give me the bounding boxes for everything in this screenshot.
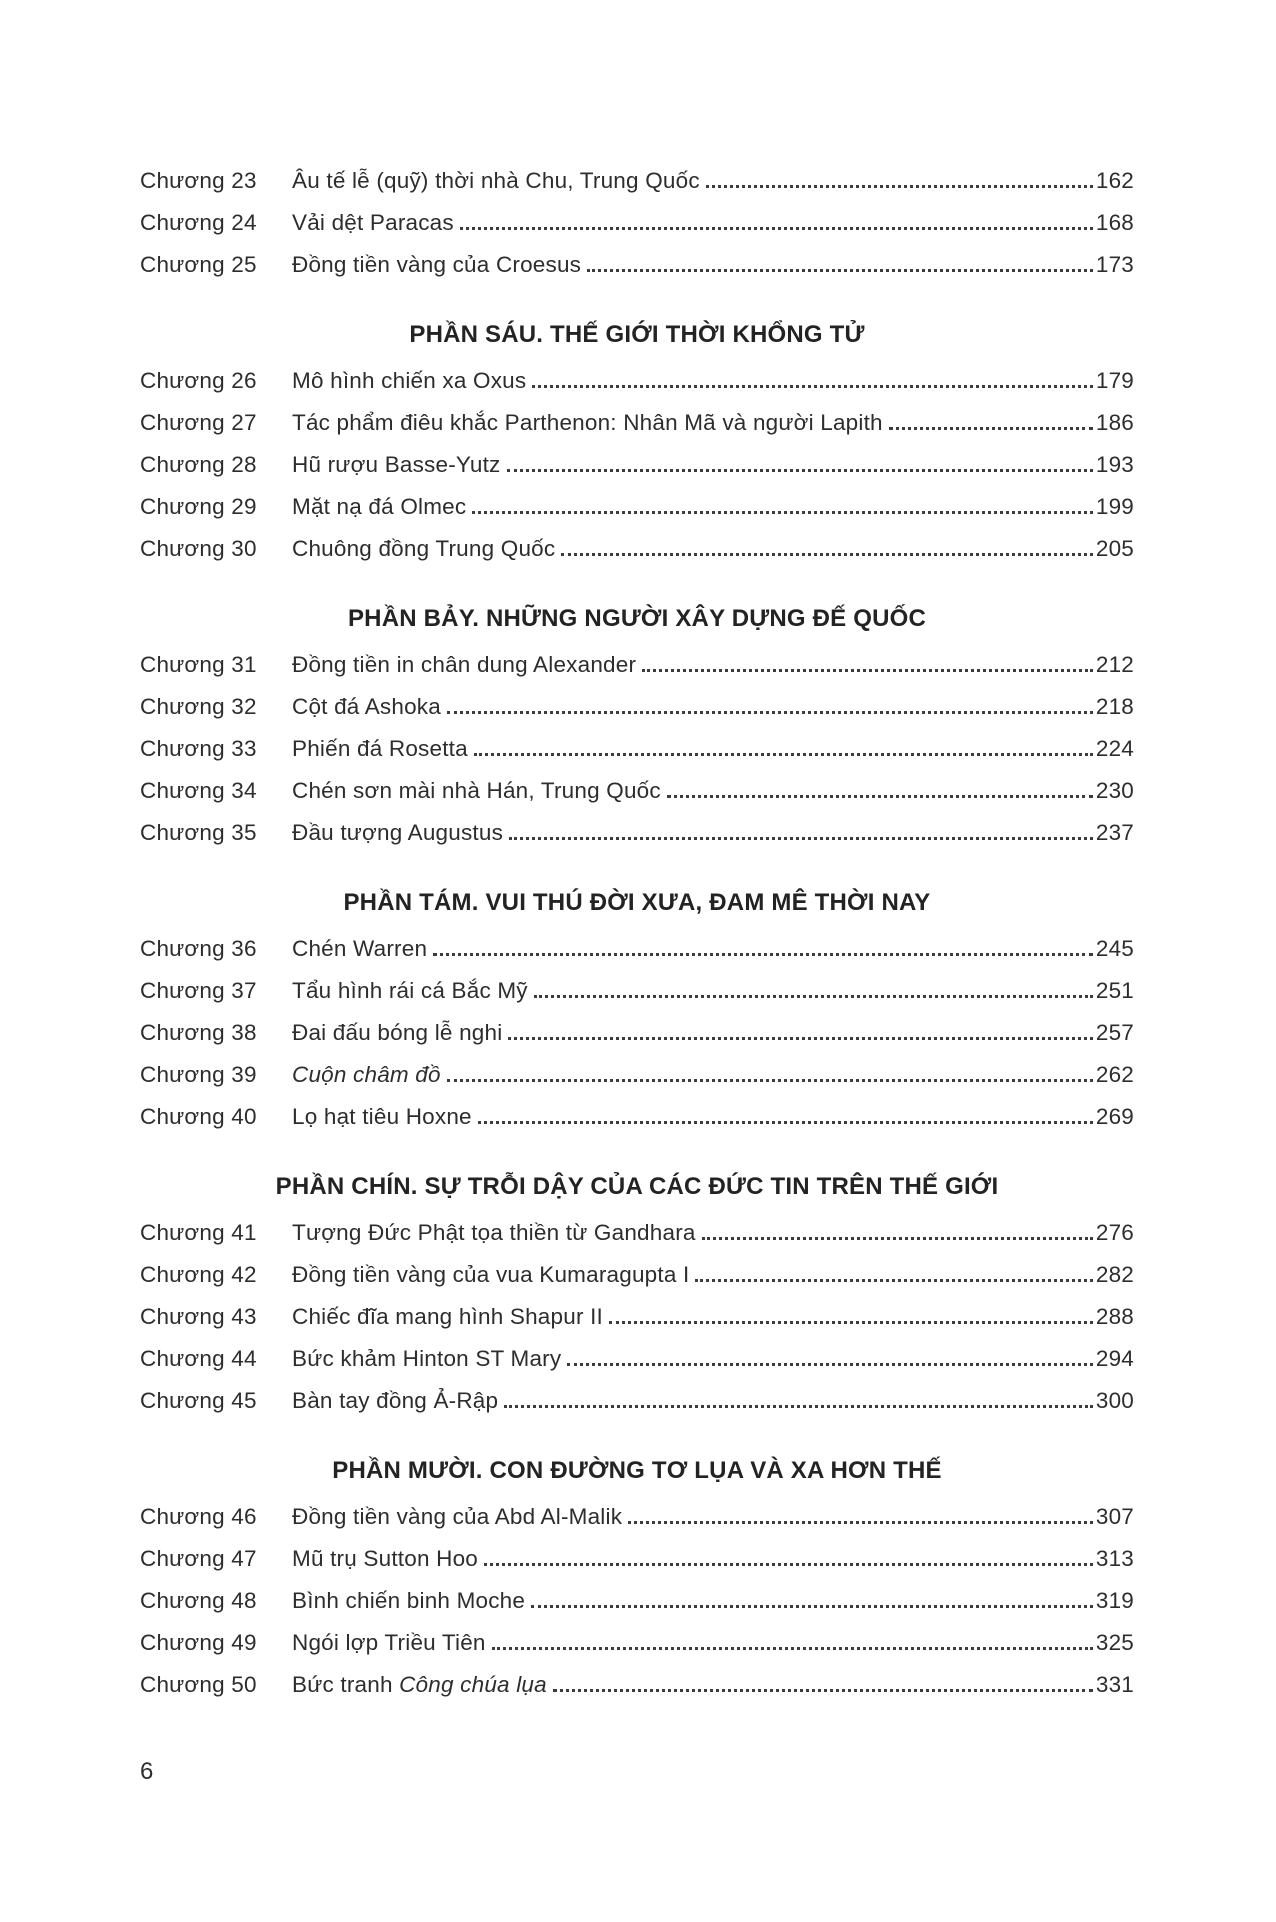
toc-row <box>140 368 1134 410</box>
chapter-title-part: Công chúa lụa <box>399 1672 547 1697</box>
chapter-title-part: Chiếc đĩa mang hình Shapur II <box>292 1304 603 1329</box>
chapter-title <box>292 210 454 236</box>
chapter-title <box>292 410 883 436</box>
chapter-title <box>292 820 503 846</box>
chapter-title <box>292 1504 622 1530</box>
chapter-title <box>292 936 427 962</box>
chapter-label: Chương 43 <box>140 1304 257 1329</box>
chapter-title <box>292 1388 498 1414</box>
chapter-title <box>292 252 581 278</box>
dot-leader <box>667 794 1093 798</box>
chapter-title-part: Vải dệt Paracas <box>292 210 454 235</box>
page-number: 307 <box>1095 1504 1134 1529</box>
chapter-title <box>292 1104 472 1130</box>
chapter-title <box>292 494 466 520</box>
chapter-title-part: Bình chiến binh Moche <box>292 1588 526 1613</box>
toc-row <box>140 936 1134 978</box>
section-header: PHẦN TÁM. VUI THÚ ĐỜI XƯA, ĐAM MÊ THỜI NAY <box>343 889 931 916</box>
page-number: 294 <box>1095 1346 1134 1371</box>
chapter-label: Chương 45 <box>140 1388 257 1413</box>
chapter-title <box>292 652 636 678</box>
chapter-title-part: Bàn tay đồng Ả-Rập <box>292 1388 499 1413</box>
footer-page-number: 6 <box>140 1758 154 1785</box>
page-number: 212 <box>1095 652 1134 677</box>
dot-leader <box>889 426 1093 430</box>
page-number: 331 <box>1095 1672 1134 1697</box>
chapter-title-part: Mặt nạ đá Olmec <box>292 494 467 519</box>
chapter-label: Chương 37 <box>140 978 257 1003</box>
chapter-label: Chương 50 <box>140 1672 257 1697</box>
toc-row <box>140 652 1134 694</box>
toc-row <box>140 1020 1134 1062</box>
chapter-label: Chương 35 <box>140 820 257 845</box>
chapter-title-part: Tẩu hình rái cá Bắc Mỹ <box>292 978 528 1003</box>
page-number: 168 <box>1095 210 1134 235</box>
dot-leader <box>695 1278 1092 1282</box>
dot-leader <box>478 1120 1093 1124</box>
dot-leader <box>609 1320 1093 1324</box>
chapter-title <box>292 778 661 804</box>
chapter-title-part: Cuộn châm đồ <box>292 1062 441 1087</box>
chapter-label: Chương 46 <box>140 1504 257 1529</box>
chapter-title <box>292 978 528 1004</box>
page-number: 319 <box>1095 1588 1134 1613</box>
dot-leader <box>447 1078 1093 1082</box>
dot-leader <box>433 952 1093 956</box>
dot-leader <box>702 1236 1093 1240</box>
chapter-title-part: Ngói lợp Triều Tiên <box>292 1630 486 1655</box>
page-number: 251 <box>1095 978 1134 1003</box>
page-number: 173 <box>1095 252 1134 277</box>
toc-row <box>140 1262 1134 1304</box>
chapter-title <box>292 694 441 720</box>
toc-row <box>140 1672 1134 1714</box>
chapter-label: Chương 42 <box>140 1262 257 1287</box>
dot-leader <box>474 752 1093 756</box>
chapter-title-part: Tượng Đức Phật tọa thiền từ Gandhara <box>292 1220 696 1245</box>
chapter-label: Chương 48 <box>140 1588 257 1613</box>
chapter-label: Chương 47 <box>140 1546 257 1571</box>
chapter-label: Chương 39 <box>140 1062 257 1087</box>
dot-leader <box>492 1646 1093 1650</box>
dot-leader <box>509 836 1093 840</box>
dot-leader <box>706 184 1093 188</box>
chapter-label: Chương 41 <box>140 1220 257 1245</box>
dot-leader <box>460 226 1093 230</box>
section-header: PHẦN CHÍN. SỰ TRỖI DẬY CỦA CÁC ĐỨC TIN TRÊN THẾ GIỚI <box>275 1173 999 1200</box>
chapter-label: Chương 34 <box>140 778 257 803</box>
page-number: 262 <box>1095 1062 1134 1087</box>
page-number: 193 <box>1095 452 1134 477</box>
toc-row <box>140 978 1134 1020</box>
page-number: 205 <box>1095 536 1134 561</box>
toc-row <box>140 694 1134 736</box>
chapter-title <box>292 1262 689 1288</box>
chapter-label: Chương 36 <box>140 936 257 961</box>
chapter-title-part: Đồng tiền vàng của Croesus <box>292 252 582 277</box>
toc-row <box>140 452 1134 494</box>
chapter-label: Chương 38 <box>140 1020 257 1045</box>
toc-row <box>140 1630 1134 1672</box>
toc-row <box>140 210 1134 252</box>
chapter-title-part: Đồng tiền vàng của Abd Al-Malik <box>292 1504 623 1529</box>
chapter-label: Chương 32 <box>140 694 257 719</box>
chapter-title-part: Cột đá Ashoka <box>292 694 441 719</box>
chapter-label: Chương 24 <box>140 210 257 235</box>
page-number: 313 <box>1095 1546 1134 1571</box>
toc-row <box>140 1304 1134 1346</box>
chapter-label: Chương 44 <box>140 1346 257 1371</box>
page-number: 199 <box>1095 494 1134 519</box>
chapter-title <box>292 1346 561 1372</box>
chapter-title <box>292 368 526 394</box>
chapter-title <box>292 1630 486 1656</box>
chapter-label: Chương 30 <box>140 536 257 561</box>
page-number: 237 <box>1095 820 1134 845</box>
dot-leader <box>567 1362 1093 1366</box>
toc-row <box>140 1588 1134 1630</box>
toc-row <box>140 1504 1134 1546</box>
section-header: PHẦN SÁU. THẾ GIỚI THỜI KHỔNG TỬ <box>409 321 865 348</box>
page-number: 162 <box>1095 168 1134 193</box>
chapter-label: Chương 31 <box>140 652 257 677</box>
toc-row <box>140 410 1134 452</box>
toc-row <box>140 1104 1134 1146</box>
toc-row <box>140 1346 1134 1388</box>
page-number: 288 <box>1095 1304 1134 1329</box>
chapter-label: Chương 49 <box>140 1630 257 1655</box>
dot-leader <box>504 1404 1093 1408</box>
chapter-title <box>292 1220 696 1246</box>
chapter-title-part: Mũ trụ Sutton Hoo <box>292 1546 478 1571</box>
dot-leader <box>472 510 1093 514</box>
toc-row <box>140 1220 1134 1262</box>
chapter-title <box>292 736 468 762</box>
chapter-title-part: Đồng tiền vàng của vua Kumaragupta I <box>292 1262 690 1287</box>
dot-leader <box>642 668 1093 672</box>
page-number: 325 <box>1095 1630 1134 1655</box>
page-number: 218 <box>1095 694 1134 719</box>
dot-leader <box>534 994 1093 998</box>
dot-leader <box>553 1688 1093 1692</box>
chapter-title <box>292 1588 525 1614</box>
page-number: 230 <box>1095 778 1134 803</box>
dot-leader <box>628 1520 1093 1524</box>
page-number: 282 <box>1095 1262 1134 1287</box>
section-header: PHẦN MƯỜI. CON ĐƯỜNG TƠ LỤA VÀ XA HƠN THẾ <box>332 1457 942 1484</box>
chapter-title-part: Bức khảm Hinton ST Mary <box>292 1346 562 1371</box>
chapter-title <box>292 1546 478 1572</box>
chapter-label: Chương 28 <box>140 452 257 477</box>
page-number: 179 <box>1095 368 1134 393</box>
chapter-label: Chương 27 <box>140 410 257 435</box>
chapter-title-part: Âu tế lễ (quỹ) thời nhà Chu, Trung Quốc <box>292 168 700 193</box>
chapter-title <box>292 1062 441 1088</box>
toc-row <box>140 494 1134 536</box>
toc-row <box>140 252 1134 294</box>
chapter-title <box>292 536 555 562</box>
chapter-label: Chương 29 <box>140 494 257 519</box>
chapter-title <box>292 1020 502 1046</box>
toc-row <box>140 168 1134 210</box>
dot-leader <box>561 552 1093 556</box>
chapter-title-part: Lọ hạt tiêu Hoxne <box>292 1104 472 1129</box>
chapter-title <box>292 168 700 194</box>
dot-leader <box>447 710 1093 714</box>
dot-leader <box>507 468 1093 472</box>
toc-row <box>140 1062 1134 1104</box>
page-number: 257 <box>1095 1020 1134 1045</box>
chapter-title-part: Mô hình chiến xa Oxus <box>292 368 527 393</box>
chapter-title-part: Bức tranh <box>292 1672 400 1697</box>
chapter-title <box>292 452 501 478</box>
chapter-title-part: Tác phẩm điêu khắc Parthenon: Nhân Mã và người Lapith <box>292 410 883 435</box>
page-number: 245 <box>1095 936 1134 961</box>
dot-leader <box>587 268 1093 272</box>
chapter-label: Chương 33 <box>140 736 257 761</box>
chapter-label: Chương 25 <box>140 252 257 277</box>
toc-row <box>140 536 1134 578</box>
chapter-title-part: Chén Warren <box>292 936 428 961</box>
chapter-title-part: Đai đấu bóng lễ nghi <box>292 1020 503 1045</box>
chapter-label: Chương 23 <box>140 168 257 193</box>
toc-row <box>140 778 1134 820</box>
page-number: 224 <box>1095 736 1134 761</box>
page-number: 276 <box>1095 1220 1134 1245</box>
page-number: 186 <box>1095 410 1134 435</box>
chapter-title <box>292 1304 603 1330</box>
dot-leader <box>508 1036 1092 1040</box>
chapter-label: Chương 40 <box>140 1104 257 1129</box>
chapter-title-part: Chuông đồng Trung Quốc <box>292 536 556 561</box>
section-header: PHẦN BẢY. NHỮNG NGƯỜI XÂY DỰNG ĐẾ QUỐC <box>347 605 927 632</box>
page-number: 269 <box>1095 1104 1134 1129</box>
toc-row <box>140 820 1134 862</box>
chapter-title <box>292 1672 547 1698</box>
toc-row <box>140 736 1134 778</box>
chapter-label: Chương 26 <box>140 368 257 393</box>
chapter-title-part: Hũ rượu Basse-Yutz <box>292 452 501 477</box>
dot-leader <box>484 1562 1093 1566</box>
dot-leader <box>531 1604 1093 1608</box>
dot-leader <box>532 384 1093 388</box>
page-number: 300 <box>1095 1388 1134 1413</box>
chapter-title-part: Đầu tượng Augustus <box>292 820 504 845</box>
chapter-title-part: Phiến đá Rosetta <box>292 736 468 761</box>
toc-list <box>140 168 1134 1714</box>
chapter-title-part: Đồng tiền in chân dung Alexander <box>292 652 637 677</box>
chapter-title-part: Chén sơn mài nhà Hán, Trung Quốc <box>292 778 661 803</box>
toc-row <box>140 1388 1134 1430</box>
toc-row <box>140 1546 1134 1588</box>
